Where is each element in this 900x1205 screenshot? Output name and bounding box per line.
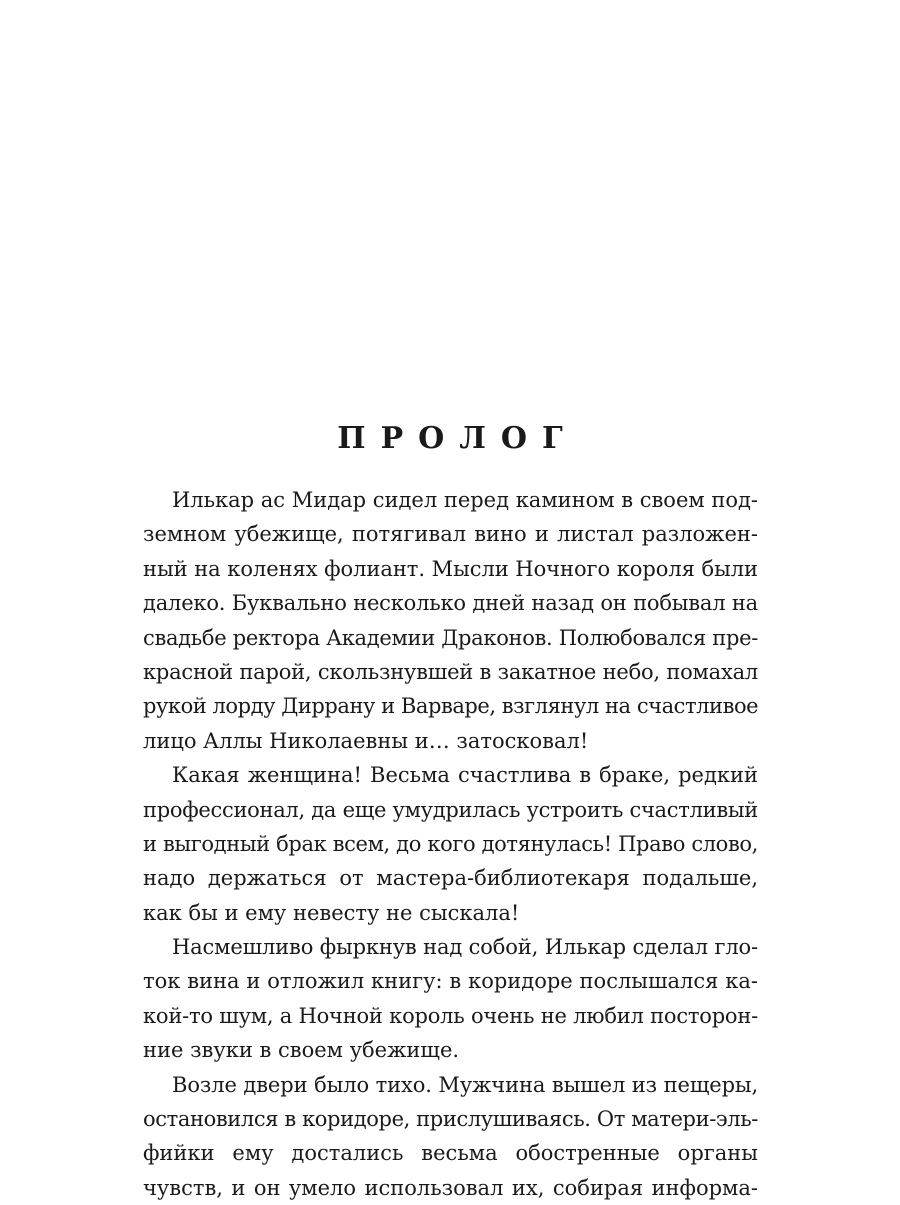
text-line: профессионал, да еще умудрилась устроить счастливый	[143, 797, 758, 822]
body-text	[143, 483, 758, 1205]
text-line: ние звуки в своем убежище.	[143, 1038, 460, 1063]
text-line: лицо Аллы Николаевны и… затосковал!	[143, 728, 589, 753]
text-line: рукой лорду Диррану и Варваре, взглянул на счастливое	[143, 694, 759, 719]
text-line: и выгодный брак всем, до кого дотянулась! Право слово,	[143, 831, 758, 856]
text-line: кой-то шум, а Ночной король очень не любил посторон-	[143, 1003, 758, 1028]
text-line: свадьбе ректора Академии Драконов. Полюбовался пре-	[143, 625, 759, 650]
text-line: остановился в коридоре, прислушиваясь. От матери-эль-	[143, 1107, 758, 1132]
text-line: далеко. Буквально несколько дней назад он побывал на	[143, 591, 758, 616]
chapter-title: ПРОЛОГ	[337, 421, 578, 456]
text-line: чувств, и он умело использовал их, собирая информа-	[143, 1175, 758, 1200]
text-line: Возле двери было тихо. Мужчина вышел из пещеры,	[172, 1072, 759, 1097]
text-line: земном убежище, потягивал вино и листал разложен-	[143, 522, 758, 547]
text-line: Илькар ас Мидар сидел перед камином в своем под-	[172, 488, 758, 512]
text-line: Насмешливо фыркнув над собой, Илькар сделал гло-	[172, 935, 758, 960]
text-line: ток вина и отложил книгу: в коридоре послышался ка-	[143, 969, 758, 994]
text-line: надо держаться от мастера-библиотекаря подальше,	[143, 866, 758, 891]
text-line: фийки ему достались весьма обостренные органы	[143, 1141, 758, 1166]
text-line: как бы и ему невесту не сыскала!	[143, 900, 520, 925]
text-line: ный на коленях фолиант. Мысли Ночного короля были	[143, 556, 758, 581]
text-line: красной парой, скользнувшей в закатное небо, помахал	[143, 659, 758, 684]
text-line: Какая женщина! Весьма счастлива в браке, редкий	[172, 763, 758, 788]
